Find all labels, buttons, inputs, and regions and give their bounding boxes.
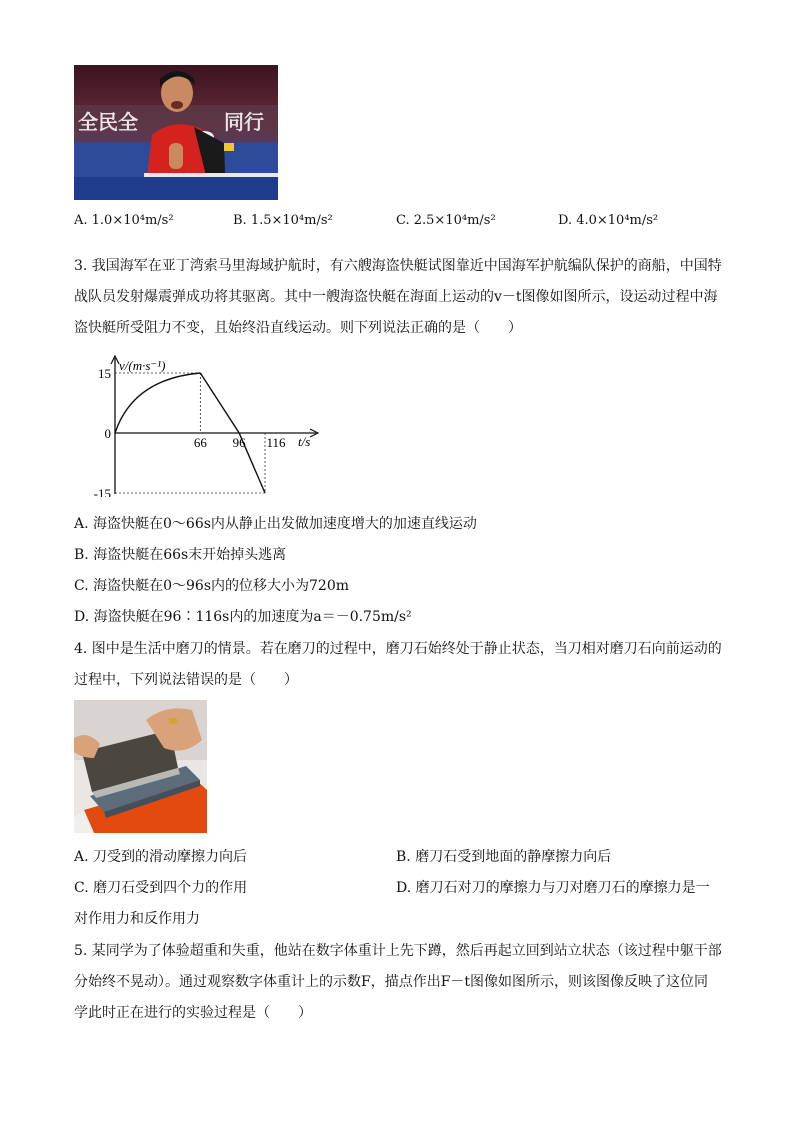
vt-y-tick-1: 0 xyxy=(104,426,111,441)
vt-series-curve xyxy=(115,373,200,433)
q4-stem-line-1: 4. 图中是生活中磨刀的情景。若在磨刀的过程中，磨刀石始终处于静止状态，当刀相对磨刀石向前运动的 xyxy=(74,641,722,657)
q3-stem-line-3: 盗快艇所受阻力不变，且始终沿直线运动。则下列说法正确的是（ ） xyxy=(74,320,522,336)
vt-y-tick-0: 15 xyxy=(98,366,111,381)
q2-option-d: D. 4.0×10⁴m/s² xyxy=(558,213,659,228)
q4-option-b: B. 磨刀石受到地面的静摩擦力向后 xyxy=(396,849,612,865)
vt-y-tick-2: -15 xyxy=(93,486,111,497)
q2-option-b: B. 1.5×10⁴m/s² xyxy=(233,213,333,228)
vt-chart xyxy=(84,352,334,497)
vt-x-tick-0: 66 xyxy=(193,435,207,450)
q4-option-a: A. 刀受到的滑动摩擦力向后 xyxy=(74,849,248,865)
vt-chart-x-label: t/s xyxy=(298,434,311,449)
q5-stem-line-3: 学此时正在进行的实验过程是（ ） xyxy=(74,1005,312,1021)
q4-option-d-continued: 对作用力和反作用力 xyxy=(74,911,200,927)
q3-option-a: A. 海盗快艇在0～66s内从静止出发做加速度增大的加速直线运动 xyxy=(74,516,477,532)
q4-option-c: C. 磨刀石受到四个力的作用 xyxy=(74,880,248,896)
q3-option-b: B. 海盗快艇在66s末开始掉头逃离 xyxy=(74,547,287,563)
q5-stem-line-1: 5. 某同学为了体验超重和失重，他站在数字体重计上先下蹲，然后再起立回到站立状态（该过程中躯干部 xyxy=(74,943,722,959)
q3-stem-line-2: 战队员发射爆震弹成功将其驱离。其中一艘海盗快艇在海面上运动的v－t图像如图所示，设运动过程中海 xyxy=(74,289,718,305)
table-tennis-player-photo-icon xyxy=(74,65,278,200)
vt-x-tick-2: 116 xyxy=(266,435,286,450)
svg-text:同行: 同行 xyxy=(224,110,264,134)
q5-stem-line-2: 分始终不晃动）。通过观察数字体重计上的示数F，描点作出F－t图像如图所示，则该图像反映了这位同 xyxy=(74,974,709,990)
vt-x-tick-1: 96 xyxy=(232,435,246,450)
q2-option-c: C. 2.5×10⁴m/s² xyxy=(396,213,496,228)
q4-stem-line-2: 过程中，下列说法错误的是（ ） xyxy=(74,672,298,688)
q3-option-d: D. 海盗快艇在96∶116s内的加速度为a＝－0.75m/s² xyxy=(74,609,412,625)
table-tennis-photo xyxy=(74,65,278,200)
knife-sharpening-photo-icon xyxy=(74,700,207,833)
vt-chart-y-label: v/(m·s⁻¹) xyxy=(119,358,166,373)
q3-option-c: C. 海盗快艇在0～96s内的位移大小为720m xyxy=(74,578,350,594)
q3-stem-line-1: 3. 我国海军在亚丁湾索马里海域护航时，有六艘海盗快艇试图靠近中国海军护航编队保护的商船，中国特 xyxy=(74,258,722,274)
svg-text:全民全: 全民全 xyxy=(78,110,138,134)
q2-option-a: A. 1.0×10⁴m/s² xyxy=(74,213,174,228)
knife-sharpening-photo xyxy=(74,700,207,833)
q4-option-d: D. 磨刀石对刀的摩擦力与刀对磨刀石的摩擦力是一 xyxy=(396,880,710,896)
